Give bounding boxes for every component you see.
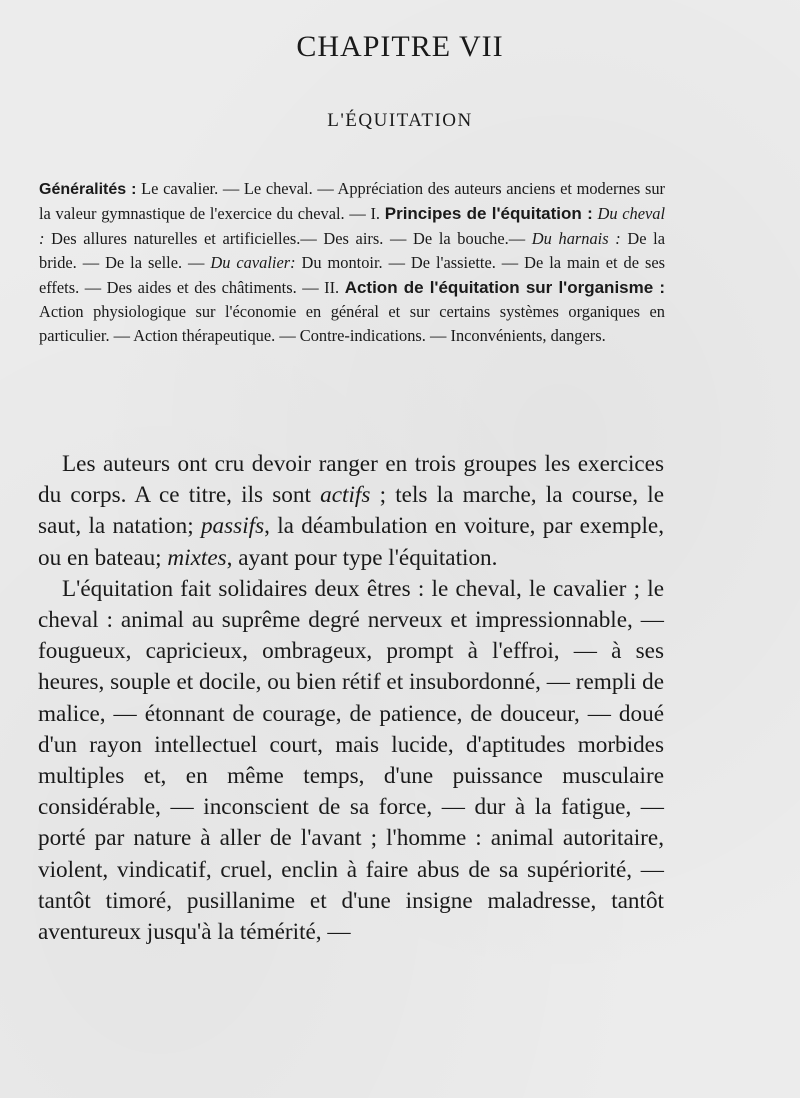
summary-heading-principes: Principes de l'équitation :	[384, 204, 593, 224]
summary-text-2: Des allures naturelles et artificielles.— Des airs. — De la bouche.—	[44, 228, 532, 248]
paragraph-2: L'équitation fait solidaires deux êtres : le cheval, le cavalier ; le cheval : animal au suprême degré nerveux et impressionnable, — fougueux, capricieux, ombrageux, prompt à l'effroi, — à ses heures, souple et docile, ou bien rétif et insubordonné, — rempli de malice, — étonnant de courage, de patience, de douceur, — doué d'un rayon intellectuel court, mais lucide, d'aptitudes morbides multiples et, en même temps, d'une puissance musculaire considérable, — inconscient de sa force, — dur à la fatigue, — porté par nature à aller de l'avant ; l'homme : animal autoritaire, violent, vindicatif, cruel, enclin à faire abus de sa supériorité, — tantôt timoré, pusillanime et d'une insigne maladresse, tantôt aventureux jusqu'à la témérité, —	[38, 575, 664, 946]
chapter-summary	[39, 177, 665, 349]
summary-italic-cheval: Du cheval :	[39, 204, 666, 248]
p1-passifs: passifs	[200, 513, 265, 540]
summary-text-5: Action physiologique sur l'économie en général et sur certains systèmes organiques en particulier. — Action thérapeutique. — Contre-indications. — Inconvénients, dangers.	[39, 302, 665, 346]
chapter-title: CHAPITRE VII	[296, 30, 504, 63]
p1-text-b: ; tels la marche, la course, le saut, la natation;	[38, 482, 664, 540]
section-title: L'ÉQUITATION	[327, 110, 473, 131]
summary-italic-cavalier: Du cavalier:	[210, 253, 296, 273]
summary-italic-harnais: Du harnais :	[531, 228, 621, 248]
p1-text-d: , ayant pour type l'équitation.	[226, 544, 498, 571]
p1-text-c: , la déambulation en voiture, par exemple, ou en bateau;	[38, 513, 664, 571]
summary-lead: Généralités :	[39, 181, 137, 198]
summary-heading-action: Action de l'équitation sur l'organisme :	[344, 277, 666, 297]
p1-text-a: Les auteurs ont cru devoir ranger en trois groupes les exercices du corps. A ce titre, ils sont	[38, 451, 664, 509]
summary-text-3: De la bride. — De la selle. —	[39, 228, 665, 273]
p1-actifs: actifs	[320, 482, 371, 509]
p1-mixtes: mixtes	[167, 544, 227, 571]
body-text	[38, 449, 664, 948]
paragraph-1	[38, 449, 664, 574]
summary-text-1: Le cavalier. — Le cheval. — Appréciation des auteurs anciens et modernes sur la valeur gymnastique de l'exercice du cheval. — I.	[39, 179, 665, 224]
summary-text-4: Du montoir. — De l'assiette. — De la main et de ses effets. — Des aides et des châtiments. — II.	[39, 253, 665, 297]
